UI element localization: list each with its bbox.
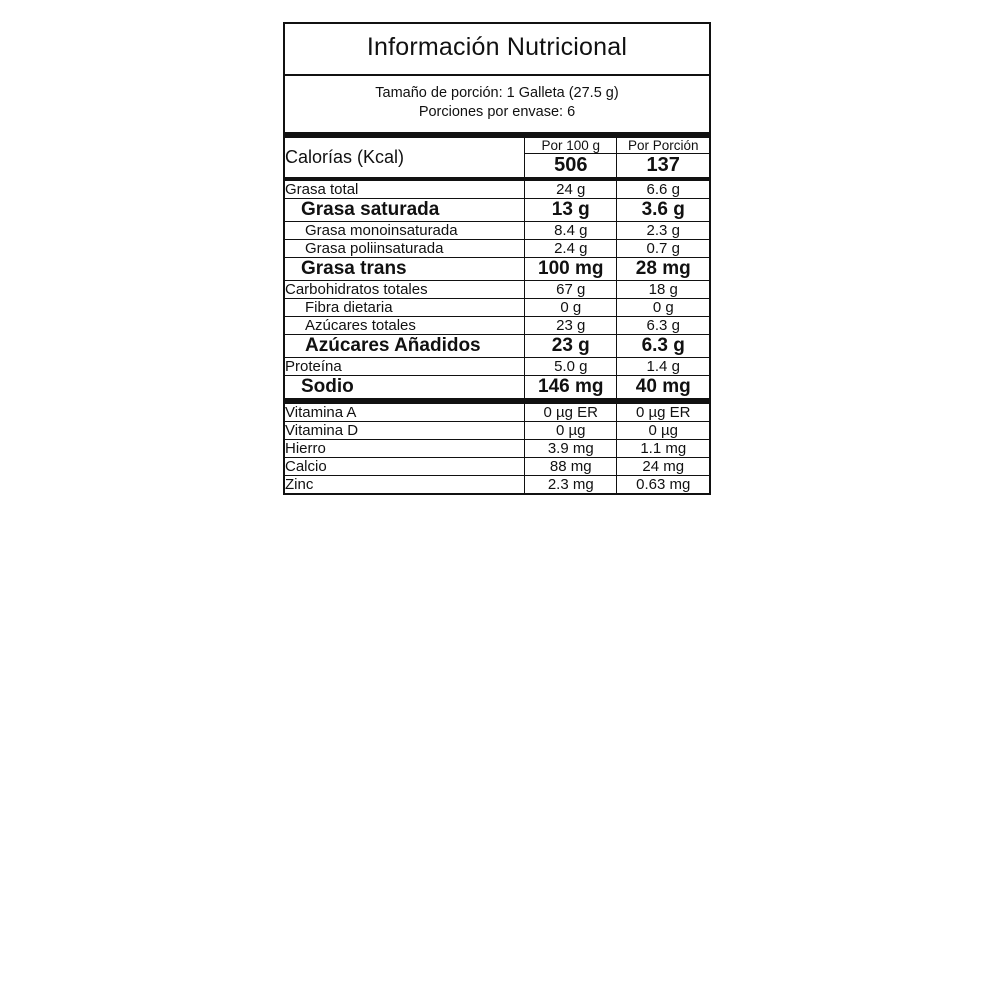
nutrient-value-per-serving: 18 g [617, 280, 709, 298]
table-row [285, 421, 709, 439]
table-row [285, 257, 709, 280]
nutrient-name: Azúcares Añadidos [285, 334, 525, 357]
nutrient-value-per-100g: 2.4 g [525, 239, 617, 257]
nutrient-name: Grasa total [285, 179, 525, 199]
table-row [285, 357, 709, 375]
table-row [285, 401, 709, 422]
calories-per-100g: 506 [525, 153, 617, 179]
table-row [285, 375, 709, 401]
nutrient-value-per-serving: 6.6 g [617, 179, 709, 199]
nutrient-value-per-100g: 13 g [525, 198, 617, 221]
column-header-per-100g: Por 100 g [525, 138, 617, 154]
table-row [285, 179, 709, 199]
nutrient-name: Zinc [285, 475, 525, 493]
nutrient-value-per-serving: 6.3 g [617, 334, 709, 357]
nutrient-value-per-serving: 28 mg [617, 257, 709, 280]
serving-size-text: Tamaño de porción: 1 Galleta (27.5 g) [375, 84, 619, 101]
table-row [285, 198, 709, 221]
table-row [285, 439, 709, 457]
nutrient-name: Sodio [285, 375, 525, 401]
nutrient-name: Grasa poliinsaturada [285, 239, 525, 257]
nutrient-value-per-100g: 8.4 g [525, 221, 617, 239]
nutrient-name: Proteína [285, 357, 525, 375]
table-row [285, 316, 709, 334]
nutrient-value-per-serving: 2.3 g [617, 221, 709, 239]
serving-info [285, 76, 709, 138]
nutrient-value-per-100g: 24 g [525, 179, 617, 199]
nutrient-value-per-serving: 0 g [617, 298, 709, 316]
servings-per-container-text: Porciones por envase: 6 [418, 104, 576, 121]
table-row [285, 475, 709, 493]
nutrient-value-per-100g: 0 µg ER [525, 401, 617, 422]
nutrient-value-per-serving: 24 mg [617, 457, 709, 475]
table-header-row [285, 138, 709, 154]
table-row [285, 334, 709, 357]
table-row [285, 280, 709, 298]
nutrition-title-row [285, 24, 709, 76]
nutrient-value-per-100g: 0 µg [525, 421, 617, 439]
nutrient-value-per-serving: 1.1 mg [617, 439, 709, 457]
nutrient-value-per-serving: 0 µg [617, 421, 709, 439]
page-title: Información Nutricional [366, 33, 628, 61]
nutrient-name: Grasa trans [285, 257, 525, 280]
column-header-per-serving: Por Porción [617, 138, 709, 154]
nutrient-value-per-100g: 67 g [525, 280, 617, 298]
nutrient-value-per-100g: 3.9 mg [525, 439, 617, 457]
nutrient-value-per-100g: 23 g [525, 334, 617, 357]
nutrient-value-per-serving: 3.6 g [617, 198, 709, 221]
nutrient-name: Azúcares totales [285, 316, 525, 334]
nutrient-value-per-serving: 0.7 g [617, 239, 709, 257]
nutrition-table-body [285, 138, 709, 493]
nutrient-value-per-serving: 6.3 g [617, 316, 709, 334]
nutrient-value-per-100g: 23 g [525, 316, 617, 334]
nutrient-value-per-100g: 5.0 g [525, 357, 617, 375]
nutrient-value-per-serving: 0.63 mg [617, 475, 709, 493]
nutrient-value-per-100g: 146 mg [525, 375, 617, 401]
nutrient-value-per-serving: 40 mg [617, 375, 709, 401]
nutrition-facts-panel [283, 22, 711, 495]
calories-label: Calorías (Kcal) [285, 146, 405, 167]
nutrient-name: Carbohidratos totales [285, 280, 525, 298]
nutrient-value-per-serving: 1.4 g [617, 357, 709, 375]
nutrient-name: Vitamina D [285, 421, 525, 439]
nutrient-name: Vitamina A [285, 401, 525, 422]
nutrient-value-per-100g: 88 mg [525, 457, 617, 475]
nutrient-value-per-100g: 0 g [525, 298, 617, 316]
table-row [285, 298, 709, 316]
nutrition-table [285, 138, 709, 493]
nutrient-value-per-100g: 2.3 mg [525, 475, 617, 493]
table-row [285, 239, 709, 257]
nutrient-name: Hierro [285, 439, 525, 457]
calories-per-serving: 137 [617, 153, 709, 179]
table-row [285, 221, 709, 239]
nutrient-value-per-serving: 0 µg ER [617, 401, 709, 422]
nutrient-name: Grasa monoinsaturada [285, 221, 525, 239]
nutrient-value-per-100g: 100 mg [525, 257, 617, 280]
nutrient-name: Grasa saturada [285, 198, 525, 221]
nutrient-name: Fibra dietaria [285, 298, 525, 316]
nutrient-name: Calcio [285, 457, 525, 475]
table-row [285, 457, 709, 475]
